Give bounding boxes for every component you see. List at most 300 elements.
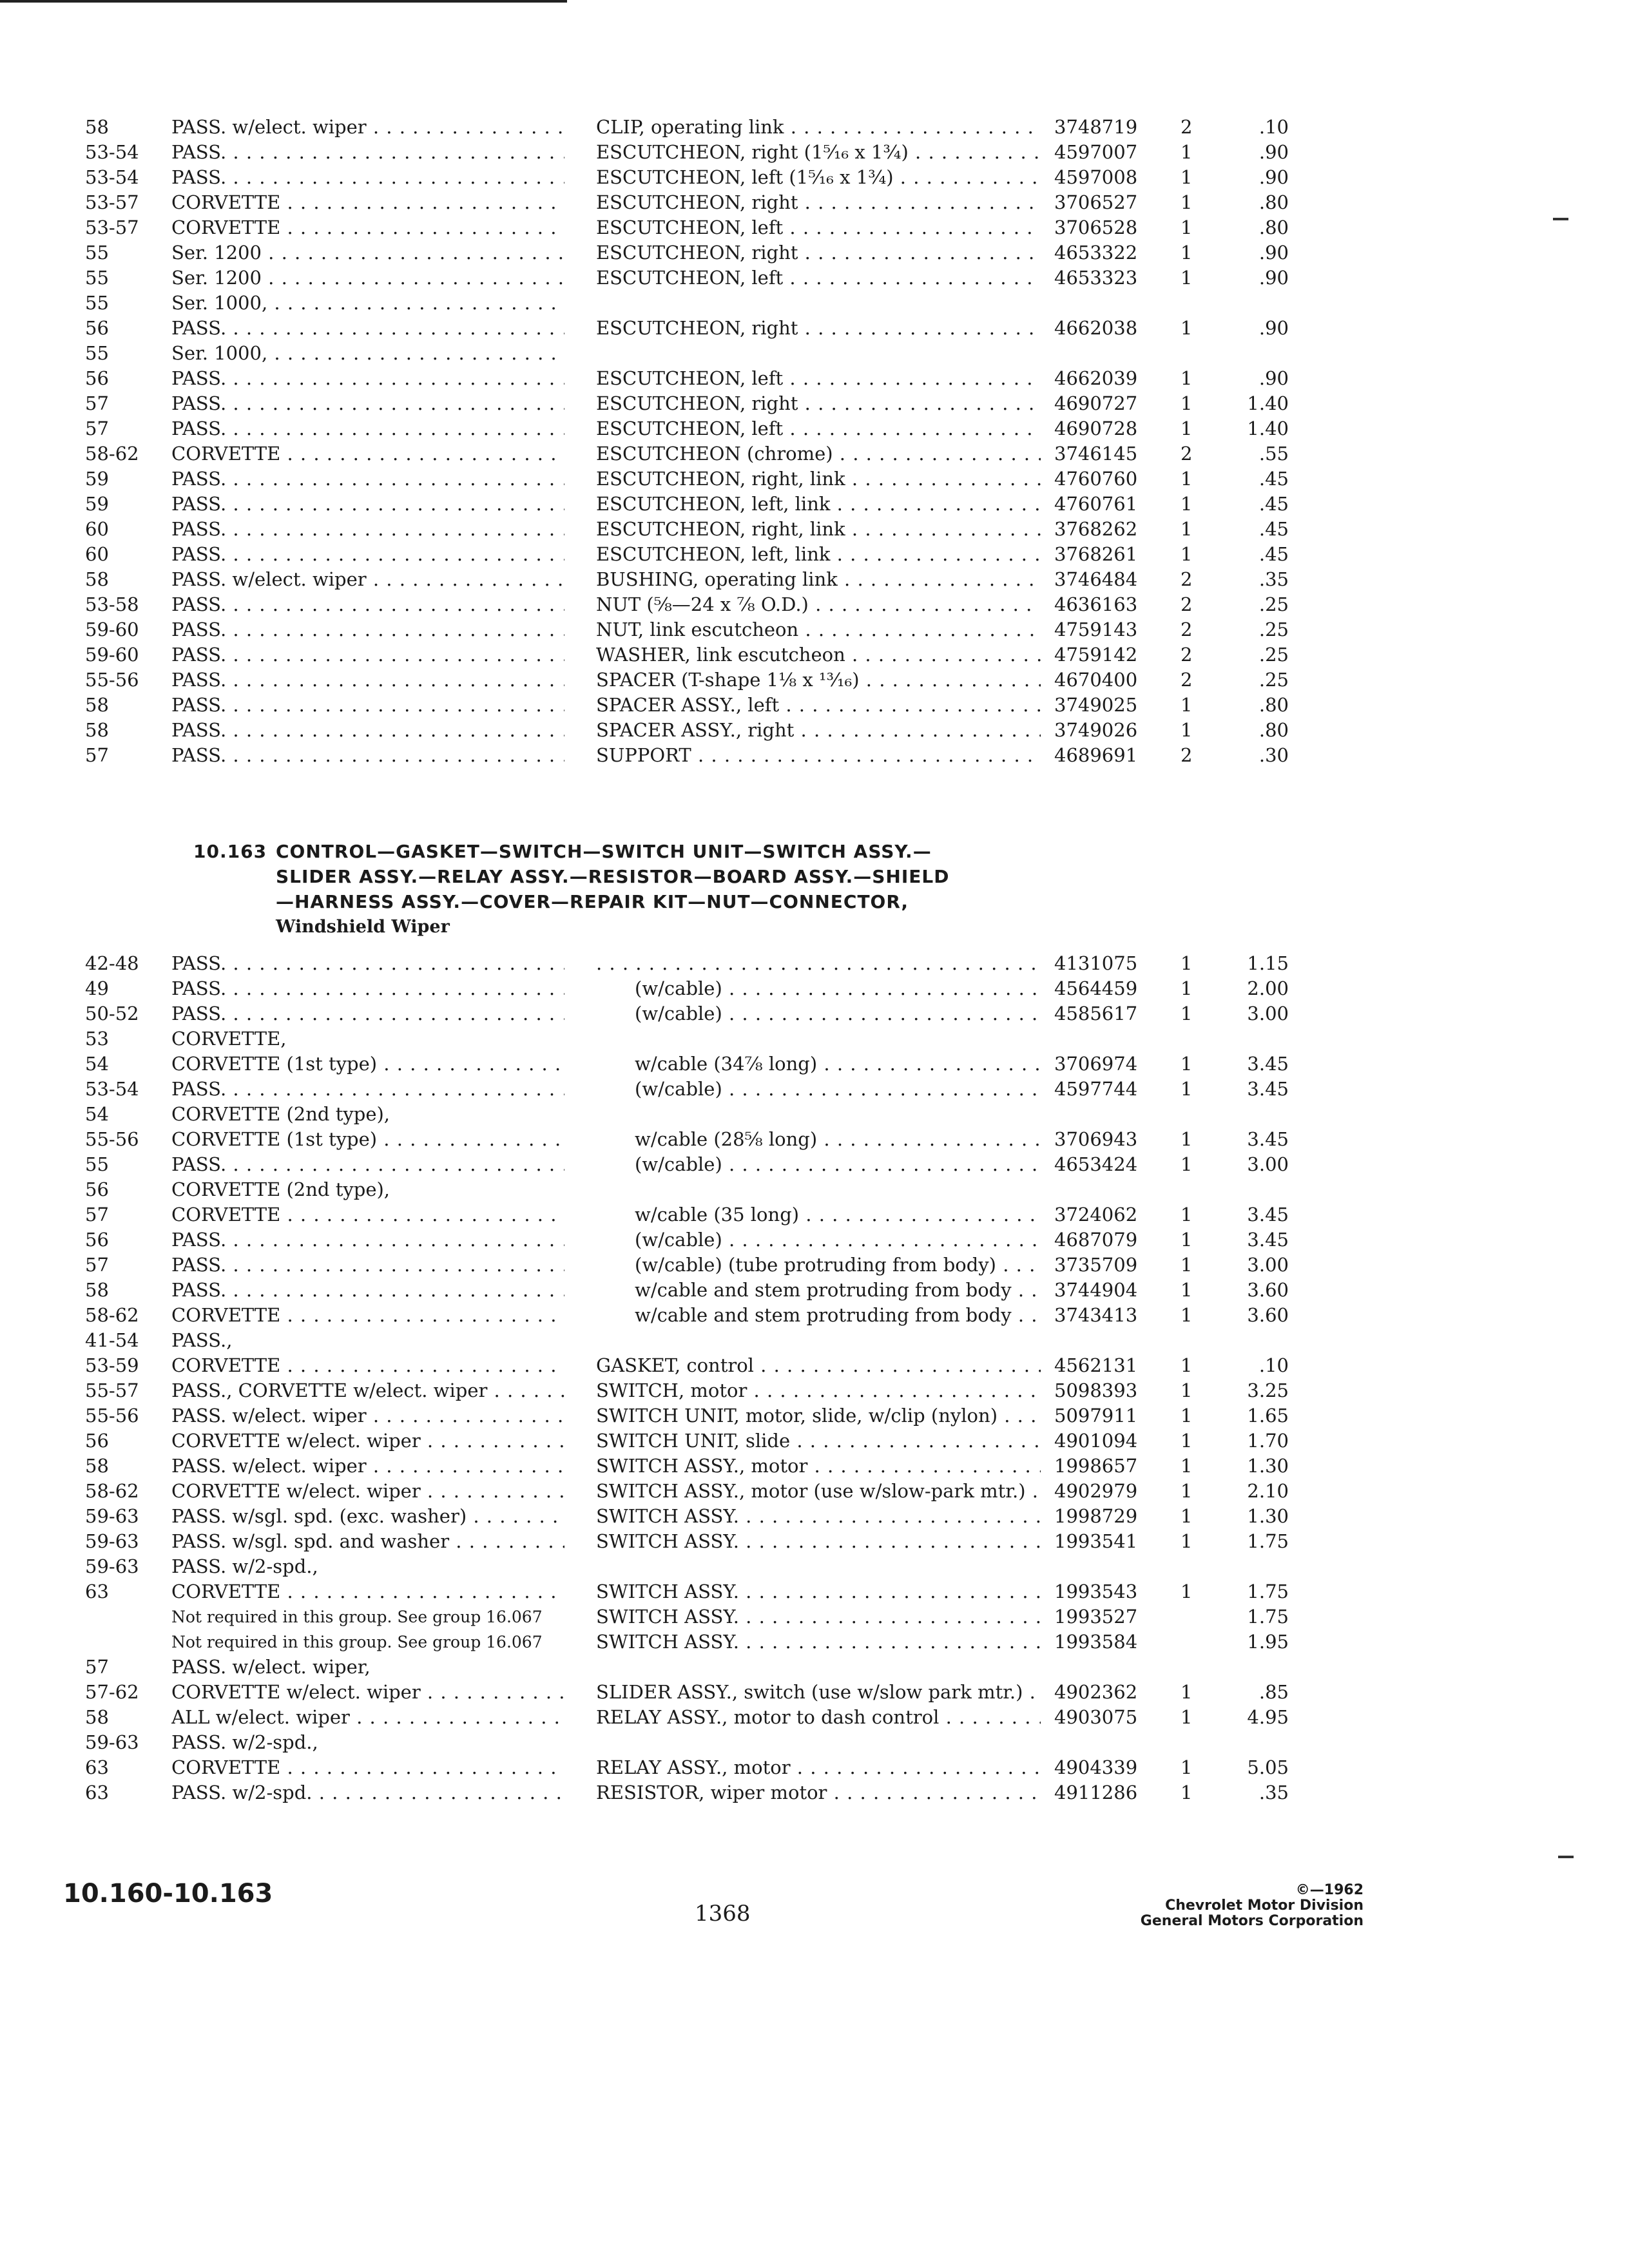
description-cell: SWITCH ASSY. . . . <box>596 1529 1041 1554</box>
part-number-cell: 4901094 <box>1054 1430 1138 1452</box>
quantity-cell: 1 <box>1181 1229 1193 1251</box>
description-cell: RELAY ASSY., motor . . . <box>596 1755 1041 1780</box>
quantity-cell: 1 <box>1181 1581 1193 1602</box>
application-cell: PASS. w/elect. wiper . . . <box>171 1403 564 1428</box>
table-row <box>0 1227 1629 1253</box>
price-cell: .55 <box>1258 443 1289 465</box>
quantity-cell: 1 <box>1181 694 1193 716</box>
year-cell: 63 <box>85 1581 109 1602</box>
table-row <box>0 1504 1629 1529</box>
description-cell: ESCUTCHEON, left, link . . . <box>596 542 1041 567</box>
year-cell: 54 <box>85 1103 109 1125</box>
price-cell: .30 <box>1258 744 1289 766</box>
description-cell: SWITCH UNIT, slide . . . <box>596 1428 1041 1454</box>
year-cell: 59-63 <box>85 1555 139 1577</box>
price-cell: .90 <box>1258 141 1289 163</box>
price-cell: .90 <box>1258 367 1289 389</box>
part-number-cell: 3744904 <box>1054 1279 1138 1301</box>
table-row <box>0 1102 1629 1127</box>
part-number-cell: 3746484 <box>1054 568 1138 590</box>
application-cell: CORVETTE, <box>171 1028 287 1050</box>
quantity-cell: 2 <box>1181 644 1193 666</box>
price-cell: 1.95 <box>1247 1631 1289 1653</box>
price-cell: .80 <box>1258 191 1289 213</box>
application-cell: CORVETTE (2nd type), <box>171 1103 390 1125</box>
application-cell: PASS. . . . <box>171 668 564 693</box>
application-cell: PASS. . . . <box>171 951 564 976</box>
table-row <box>0 366 1629 391</box>
description-cell: (w/cable) . . . <box>596 1001 1041 1026</box>
description-cell: (w/cable) . . . <box>596 976 1041 1001</box>
quantity-cell: 1 <box>1181 1530 1193 1552</box>
price-cell: 1.30 <box>1247 1505 1289 1527</box>
description-cell: SLIDER ASSY., switch (use w/slow park mtr.) . . . <box>596 1680 1041 1705</box>
quantity-cell: 2 <box>1181 443 1193 465</box>
quantity-cell: 1 <box>1181 493 1193 515</box>
quantity-cell: 1 <box>1181 977 1193 999</box>
description-cell: SWITCH ASSY. . . . <box>596 1504 1041 1529</box>
description-cell: ESCUTCHEON, left . . . <box>596 215 1041 240</box>
quantity-cell: 1 <box>1181 191 1193 213</box>
price-cell: 2.00 <box>1247 977 1289 999</box>
part-number-cell: 4585617 <box>1054 1003 1138 1024</box>
year-cell: 56 <box>85 317 109 339</box>
section-title-line: —HARNESS ASSY.—COVER—REPAIR KIT—NUT—CONNECTOR, <box>276 891 909 912</box>
description-cell: SWITCH ASSY., motor . . . <box>596 1454 1041 1479</box>
application-cell: CORVETTE w/elect. wiper . . . <box>171 1428 564 1454</box>
quantity-cell: 1 <box>1181 1681 1193 1703</box>
part-number-cell: 3749026 <box>1054 719 1138 741</box>
application-cell: PASS. . . . <box>171 1001 564 1026</box>
part-number-cell: 3735709 <box>1054 1254 1138 1276</box>
part-number-cell: 3746145 <box>1054 443 1138 465</box>
part-number-cell: 4904339 <box>1054 1756 1138 1778</box>
part-number-cell: 3724062 <box>1054 1204 1138 1225</box>
quantity-cell: 1 <box>1181 317 1193 339</box>
application-cell: PASS. w/sgl. spd. and washer . . . <box>171 1529 564 1554</box>
description-cell: w/cable and stem protruding from body . . . <box>596 1303 1041 1328</box>
year-cell: 56 <box>85 1229 109 1251</box>
table-row <box>0 617 1629 642</box>
part-number-cell: 4689691 <box>1054 744 1138 766</box>
description-cell: RESISTOR, wiper motor . . . <box>596 1780 1041 1805</box>
description-cell: SWITCH ASSY., motor (use w/slow-park mtr.) . . . <box>596 1479 1041 1504</box>
year-cell: 57-62 <box>85 1681 139 1703</box>
price-cell: .90 <box>1258 267 1289 289</box>
year-cell: 55-56 <box>85 669 139 691</box>
description-cell: SPACER (T-shape 1⅛ x ¹³⁄₁₆) . . . <box>596 668 1041 693</box>
table-row <box>0 416 1629 441</box>
application-cell: PASS. . . . <box>171 517 564 542</box>
application-cell: PASS. . . . <box>171 492 564 517</box>
quantity-cell: 1 <box>1181 392 1193 414</box>
table-row <box>0 165 1629 190</box>
quantity-cell: 2 <box>1181 669 1193 691</box>
application-cell: PASS. . . . <box>171 1253 564 1278</box>
part-number-cell: 3706527 <box>1054 191 1138 213</box>
description-cell: ESCUTCHEON, right . . . <box>596 391 1041 416</box>
parts-table-upper <box>0 115 1629 768</box>
price-cell: .25 <box>1258 644 1289 666</box>
description-cell: (w/cable) . . . <box>596 1227 1041 1253</box>
quantity-cell: 1 <box>1181 418 1193 439</box>
table-row <box>0 115 1629 140</box>
table-row <box>0 190 1629 215</box>
application-cell: PASS. . . . <box>171 1152 564 1177</box>
year-cell: 56 <box>85 367 109 389</box>
section-number: 10.163 <box>193 841 267 862</box>
quantity-cell: 2 <box>1181 593 1193 615</box>
quantity-cell: 1 <box>1181 1078 1193 1100</box>
application-cell: CORVETTE . . . <box>171 1579 564 1604</box>
table-row <box>0 1077 1629 1102</box>
application-cell: PASS. . . . <box>171 1077 564 1102</box>
year-cell: 50-52 <box>85 1003 139 1024</box>
part-number-cell: 4562131 <box>1054 1354 1138 1376</box>
application-cell: PASS. . . . <box>171 1278 564 1303</box>
table-row <box>0 1629 1629 1655</box>
price-cell: .45 <box>1258 493 1289 515</box>
price-cell: 1.65 <box>1247 1405 1289 1427</box>
table-row <box>0 1278 1629 1303</box>
part-number-cell: 4597007 <box>1054 141 1138 163</box>
price-cell: 3.45 <box>1247 1078 1289 1100</box>
price-cell: 1.40 <box>1247 392 1289 414</box>
year-cell: 58 <box>85 694 109 716</box>
description-cell: ESCUTCHEON, left, link . . . <box>596 492 1041 517</box>
table-row <box>0 718 1629 743</box>
year-cell: 57 <box>85 1204 109 1225</box>
year-cell: 41-54 <box>85 1329 139 1351</box>
description-cell: NUT, link escutcheon . . . <box>596 617 1041 642</box>
year-cell: 53-54 <box>85 141 139 163</box>
quantity-cell: 1 <box>1181 1782 1193 1803</box>
part-number-cell: 4759143 <box>1054 619 1138 640</box>
description-cell: SWITCH ASSY. . . . <box>596 1604 1041 1629</box>
year-cell: 57 <box>85 392 109 414</box>
table-row <box>0 1730 1629 1755</box>
price-cell: .90 <box>1258 166 1289 188</box>
part-number-cell: 4687079 <box>1054 1229 1138 1251</box>
price-cell: .10 <box>1258 1354 1289 1376</box>
year-cell: 55-57 <box>85 1379 139 1401</box>
year-cell: 53-57 <box>85 191 139 213</box>
part-number-cell: 3768262 <box>1054 518 1138 540</box>
parts-table-lower <box>0 951 1629 1805</box>
part-number-cell: 4670400 <box>1054 669 1138 691</box>
application-cell: PASS. . . . <box>171 466 564 492</box>
price-cell: 3.45 <box>1247 1204 1289 1225</box>
year-cell: 53 <box>85 1028 109 1050</box>
part-number-cell: 3748719 <box>1054 116 1138 138</box>
application-cell: PASS., <box>171 1329 233 1351</box>
year-cell: 59-63 <box>85 1530 139 1552</box>
price-cell: 3.60 <box>1247 1279 1289 1301</box>
quantity-cell: 1 <box>1181 1128 1193 1150</box>
year-cell: 55 <box>85 267 109 289</box>
description-cell: ESCUTCHEON, right . . . <box>596 316 1041 341</box>
quantity-cell: 1 <box>1181 1204 1193 1225</box>
table-row <box>0 592 1629 617</box>
price-cell: .25 <box>1258 669 1289 691</box>
application-cell: ALL w/elect. wiper . . . <box>171 1705 564 1730</box>
price-cell: 5.05 <box>1247 1756 1289 1778</box>
application-cell: CORVETTE . . . <box>171 1755 564 1780</box>
table-row <box>0 1479 1629 1504</box>
table-row <box>0 668 1629 693</box>
quantity-cell: 1 <box>1181 543 1193 565</box>
year-cell: 55 <box>85 242 109 264</box>
table-row <box>0 542 1629 567</box>
application-cell: Ser. 1000, . . . <box>171 341 564 366</box>
description-cell <box>596 951 1041 976</box>
part-number-cell: 4759142 <box>1054 644 1138 666</box>
year-cell: 55 <box>85 342 109 364</box>
application-cell: CORVETTE w/elect. wiper . . . <box>171 1479 564 1504</box>
table-row <box>0 1202 1629 1227</box>
quantity-cell: 1 <box>1181 267 1193 289</box>
application-cell: PASS. . . . <box>171 718 564 743</box>
table-row <box>0 291 1629 316</box>
table-row <box>0 265 1629 291</box>
table-row <box>0 1127 1629 1152</box>
year-cell: 55 <box>85 1153 109 1175</box>
application-cell: PASS. . . . <box>171 1227 564 1253</box>
application-cell: PASS. . . . <box>171 642 564 668</box>
year-cell: 57 <box>85 1656 109 1678</box>
table-row <box>0 567 1629 592</box>
year-cell: 56 <box>85 1178 109 1200</box>
application-cell: CORVETTE (1st type) . . . <box>171 1052 564 1077</box>
quantity-cell: 1 <box>1181 1756 1193 1778</box>
corporation-name: General Motors Corporation <box>1140 1913 1364 1929</box>
year-cell: 59 <box>85 468 109 490</box>
description-cell: SPACER ASSY., right . . . <box>596 718 1041 743</box>
description-cell: w/cable (34⅞ long) . . . <box>596 1052 1041 1077</box>
application-cell: PASS. . . . <box>171 416 564 441</box>
table-row <box>0 1403 1629 1428</box>
copyright: ©—1962 <box>1295 1882 1364 1898</box>
description-cell: WASHER, link escutcheon . . . <box>596 642 1041 668</box>
description-cell: SWITCH ASSY. . . . <box>596 1629 1041 1655</box>
description-cell: RELAY ASSY., motor to dash control . . . <box>596 1705 1041 1730</box>
application-cell: PASS. . . . <box>171 617 564 642</box>
application-cell: CORVETTE . . . <box>171 1202 564 1227</box>
description-cell: ESCUTCHEON (chrome) . . . <box>596 441 1041 466</box>
application-cell: PASS. w/elect. wiper . . . <box>171 115 564 140</box>
price-cell: 3.45 <box>1247 1053 1289 1075</box>
year-cell: 58 <box>85 116 109 138</box>
price-cell: .25 <box>1258 593 1289 615</box>
price-cell: .80 <box>1258 719 1289 741</box>
application-cell: PASS. w/2-spd., <box>171 1555 318 1577</box>
year-cell: 60 <box>85 518 109 540</box>
description-cell: ESCUTCHEON, right . . . <box>596 190 1041 215</box>
part-number-cell: 5098393 <box>1054 1379 1138 1401</box>
year-cell: 59-60 <box>85 619 139 640</box>
quantity-cell: 2 <box>1181 619 1193 640</box>
price-cell: .10 <box>1258 116 1289 138</box>
quantity-cell: 1 <box>1181 1505 1193 1527</box>
quantity-cell: 1 <box>1181 1379 1193 1401</box>
part-number-cell: 4564459 <box>1054 977 1138 999</box>
application-cell: PASS. w/elect. wiper . . . <box>171 567 564 592</box>
part-number-cell: 4597744 <box>1054 1078 1138 1100</box>
description-cell: CLIP, operating link . . . <box>596 115 1041 140</box>
price-cell: .25 <box>1258 619 1289 640</box>
application-cell: PASS. . . . <box>171 140 564 165</box>
application-cell: PASS. w/elect. wiper, <box>171 1656 371 1678</box>
year-cell: 57 <box>85 1254 109 1276</box>
part-number-cell: 4690728 <box>1054 418 1138 439</box>
table-row <box>0 1604 1629 1629</box>
table-row <box>0 1052 1629 1077</box>
table-row <box>0 1680 1629 1705</box>
price-cell: 3.60 <box>1247 1304 1289 1326</box>
price-cell: 3.45 <box>1247 1229 1289 1251</box>
application-cell: CORVETTE (1st type) . . . <box>171 1127 564 1152</box>
part-number-cell: 4902979 <box>1054 1480 1138 1502</box>
table-row <box>0 391 1629 416</box>
application-cell: PASS. . . . <box>171 391 564 416</box>
part-number-cell: 4653424 <box>1054 1153 1138 1175</box>
part-number-cell: 4653323 <box>1054 267 1138 289</box>
table-row <box>0 240 1629 265</box>
part-number-cell: 4760760 <box>1054 468 1138 490</box>
table-row <box>0 140 1629 165</box>
description-cell: (w/cable) (tube protruding from body) . . . <box>596 1253 1041 1278</box>
table-row <box>0 743 1629 768</box>
quantity-cell: 1 <box>1181 1254 1193 1276</box>
year-cell: 54 <box>85 1053 109 1075</box>
application-cell: PASS., CORVETTE w/elect. wiper . . . <box>171 1378 564 1403</box>
application-cell: PASS. w/2-spd. . . . <box>171 1780 564 1805</box>
quantity-cell: 2 <box>1181 116 1193 138</box>
year-cell: 59-60 <box>85 644 139 666</box>
table-row <box>0 1655 1629 1680</box>
part-number-cell: 4902362 <box>1054 1681 1138 1703</box>
table-row <box>0 341 1629 366</box>
year-cell: 49 <box>85 977 109 999</box>
application-cell: PASS. . . . <box>171 743 564 768</box>
year-cell: 58 <box>85 1279 109 1301</box>
price-cell: .90 <box>1258 317 1289 339</box>
quantity-cell: 1 <box>1181 141 1193 163</box>
description-cell: GASKET, control . . . <box>596 1353 1041 1378</box>
price-cell: .80 <box>1258 216 1289 238</box>
quantity-cell: 1 <box>1181 468 1193 490</box>
quantity-cell: 2 <box>1181 744 1193 766</box>
year-cell: 53-59 <box>85 1354 139 1376</box>
part-number-cell: 3706974 <box>1054 1053 1138 1075</box>
description-cell: SWITCH ASSY. . . . <box>596 1579 1041 1604</box>
application-cell: CORVETTE w/elect. wiper . . . <box>171 1680 564 1705</box>
price-cell: .90 <box>1258 242 1289 264</box>
table-row <box>0 316 1629 341</box>
table-row <box>0 441 1629 466</box>
price-cell: .80 <box>1258 694 1289 716</box>
quantity-cell: 1 <box>1181 719 1193 741</box>
publisher-credit <box>1141 1883 1364 1929</box>
description-cell: ESCUTCHEON, left . . . <box>596 416 1041 441</box>
description-cell: w/cable (28⅝ long) . . . <box>596 1127 1041 1152</box>
application-cell: CORVETTE . . . <box>171 190 564 215</box>
year-cell: 57 <box>85 744 109 766</box>
description-cell: SWITCH, motor . . . <box>596 1378 1041 1403</box>
table-row <box>0 1328 1629 1353</box>
year-cell: 57 <box>85 418 109 439</box>
quantity-cell: 1 <box>1181 952 1193 974</box>
section-subtitle: Windshield Wiper <box>276 917 450 937</box>
quantity-cell: 1 <box>1181 1706 1193 1728</box>
part-number-cell: 5097911 <box>1054 1405 1138 1427</box>
part-number-cell: 3706528 <box>1054 216 1138 238</box>
quantity-cell: 1 <box>1181 1405 1193 1427</box>
application-cell: PASS. . . . <box>171 366 564 391</box>
application-cell: Ser. 1200 . . . <box>171 240 564 265</box>
table-row <box>0 1378 1629 1403</box>
part-number-cell: 1993541 <box>1054 1530 1138 1552</box>
part-number-cell: 3706943 <box>1054 1128 1138 1150</box>
part-number-cell: 1998729 <box>1054 1505 1138 1527</box>
table-row <box>0 1529 1629 1554</box>
table-row <box>0 1755 1629 1780</box>
price-cell: 3.25 <box>1247 1379 1289 1401</box>
part-number-cell: 4911286 <box>1054 1782 1138 1803</box>
price-cell: .45 <box>1258 543 1289 565</box>
quantity-cell: 1 <box>1181 216 1193 238</box>
year-cell: 58 <box>85 568 109 590</box>
table-row <box>0 215 1629 240</box>
table-row <box>0 1705 1629 1730</box>
table-row <box>0 1579 1629 1604</box>
part-number-cell: 4903075 <box>1054 1706 1138 1728</box>
application-cell: PASS. . . . <box>171 976 564 1001</box>
application-cell: PASS. w/sgl. spd. (exc. washer) . . . <box>171 1504 564 1529</box>
quantity-cell: 1 <box>1181 1480 1193 1502</box>
application-cell: PASS. . . . <box>171 165 564 190</box>
description-cell: ESCUTCHEON, right (1⁵⁄₁₆ x 1¾) . . . <box>596 140 1041 165</box>
price-cell: .35 <box>1258 568 1289 590</box>
application-cell: CORVETTE . . . <box>171 1303 564 1328</box>
table-row <box>0 1303 1629 1328</box>
part-number-cell: 4653322 <box>1054 242 1138 264</box>
year-cell: 55-56 <box>85 1128 139 1150</box>
year-cell: 55 <box>85 292 109 314</box>
quantity-cell: 1 <box>1181 1455 1193 1477</box>
application-cell: CORVETTE . . . <box>171 441 564 466</box>
application-cell: CORVETTE . . . <box>171 215 564 240</box>
description-cell: (w/cable) . . . <box>596 1077 1041 1102</box>
year-cell: 53-58 <box>85 593 139 615</box>
quantity-cell: 1 <box>1181 1304 1193 1326</box>
top-rule <box>0 0 567 3</box>
division-name: Chevrolet Motor Division <box>1165 1898 1364 1914</box>
part-number-cell: 3768261 <box>1054 543 1138 565</box>
part-number-cell: 4690727 <box>1054 392 1138 414</box>
year-cell: 60 <box>85 543 109 565</box>
part-number-cell: 4760761 <box>1054 493 1138 515</box>
description-cell: w/cable and stem protruding from body . . . <box>596 1278 1041 1303</box>
price-cell: 1.75 <box>1247 1530 1289 1552</box>
description-cell: ESCUTCHEON, left . . . <box>596 265 1041 291</box>
part-number-cell: 3743413 <box>1054 1304 1138 1326</box>
table-row <box>0 1353 1629 1378</box>
table-row <box>0 1026 1629 1052</box>
price-cell: 3.00 <box>1247 1254 1289 1276</box>
description-cell: (w/cable) . . . <box>596 1152 1041 1177</box>
quantity-cell: 2 <box>1181 568 1193 590</box>
